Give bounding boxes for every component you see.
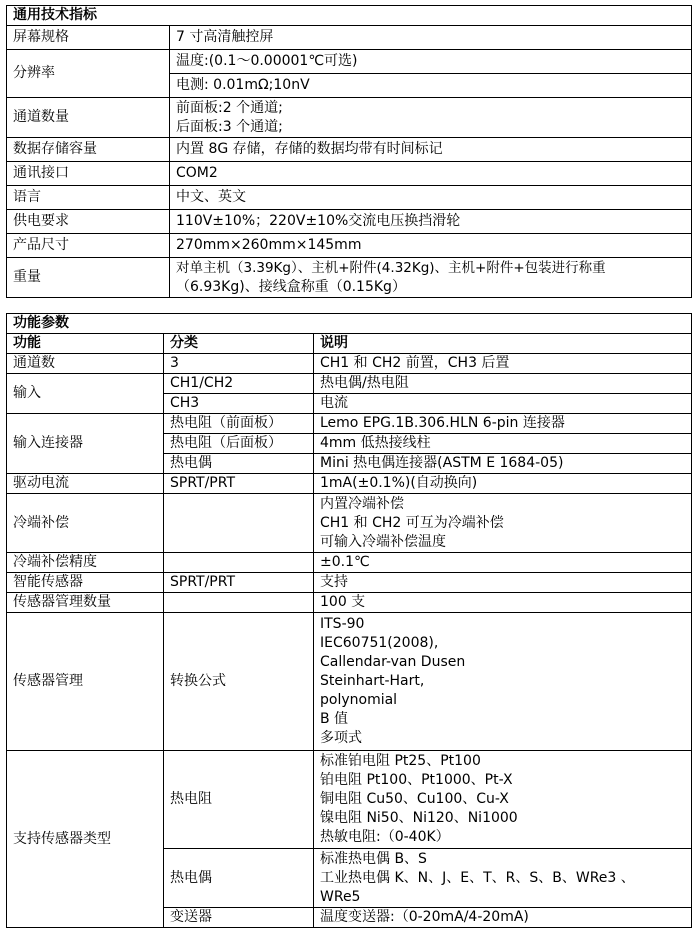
tx-desc: 温度变送器:（0-20mA/4-20mA)	[314, 908, 692, 928]
header-cat: 分类	[164, 334, 314, 354]
cjc-acc-desc: ±0.1℃	[314, 553, 692, 573]
cjc-acc-label: 冷端补偿精度	[7, 553, 164, 573]
sensor-count-desc: 100 支	[314, 593, 692, 613]
connector-r3-desc: Mini 热电偶连接器(ASTM E 1684-05)	[314, 454, 692, 474]
formula-2: IEC60751(2008),	[320, 635, 439, 651]
cjc-cat	[164, 494, 314, 553]
function-params-table	[6, 313, 692, 928]
cjc-acc-cat	[164, 553, 314, 573]
input-r2-desc: 电流	[314, 394, 692, 414]
tc-desc	[314, 849, 692, 908]
connector-r2-desc: 4mm 低热接线柱	[314, 434, 692, 454]
comm-value: COM2	[170, 162, 692, 186]
connector-r1-desc: Lemo EPG.1B.306.HLN 6-pin 连接器	[314, 414, 692, 434]
comm-label: 通讯接口	[7, 162, 170, 186]
sensor-types-label: 支持传感器类型	[7, 751, 164, 928]
rtd-cat: 热电阻	[164, 751, 314, 849]
connector-r2-cat: 热电阻（后面板）	[164, 434, 314, 454]
resolution-temp: 温度:(0.1～0.00001℃可选)	[170, 50, 692, 74]
sensor-mgmt-label: 传感器管理	[7, 613, 164, 751]
general-title: 通用技术指标	[7, 6, 692, 26]
header-func: 功能	[7, 334, 164, 354]
formula-4: Steinhart-Hart,	[320, 673, 425, 689]
general-specs-table	[6, 5, 692, 298]
tc-2: 工业热电偶 K、N、J、E、T、R、S、B、WRe3 、	[320, 869, 635, 886]
smart-desc: 支持	[314, 573, 692, 593]
weight-line2: （6.93Kg)、接线盒称重（0.15Kg）	[176, 278, 406, 295]
power-value: 110V±10%；220V±10%交流电压换挡滑轮	[170, 210, 692, 234]
channels-rear: 后面板:3 个通道;	[176, 118, 283, 135]
power-label: 供电要求	[7, 210, 170, 234]
drive-desc: 1mA(±0.1%)(自动换向)	[314, 474, 692, 494]
language-label: 语言	[7, 186, 170, 210]
formula-1: ITS-90	[320, 616, 365, 632]
rtd-4: 镍电阻 Ni50、Ni120、Ni1000	[320, 810, 518, 826]
sensor-mgmt-cat: 转换公式	[164, 613, 314, 751]
resolution-label: 分辨率	[7, 50, 170, 98]
connector-r1-cat: 热电阻（前面板）	[164, 414, 314, 434]
cjc-desc	[314, 494, 692, 553]
formula-5: polynomial	[320, 692, 398, 708]
size-label: 产品尺寸	[7, 234, 170, 258]
tc-3: WRe5	[320, 888, 361, 905]
ch-count-desc: CH1 和 CH2 前置，CH3 后置	[314, 354, 692, 374]
rtd-5: 热敏电阻:（0-40K）	[320, 829, 450, 845]
cjc-desc-2: CH1 和 CH2 可互为冷端补偿	[320, 514, 504, 531]
formula-7: 多项式	[320, 730, 362, 746]
ch-count-label: 通道数	[7, 354, 164, 374]
drive-cat: SPRT/PRT	[164, 474, 314, 494]
connector-r3-cat: 热电偶	[164, 454, 314, 474]
input-r2-cat: CH3	[164, 394, 314, 414]
functions-title: 功能参数	[7, 314, 692, 334]
smart-cat: SPRT/PRT	[164, 573, 314, 593]
input-r1-desc: 热电偶/热电阻	[314, 374, 692, 394]
cjc-desc-3: 可输入冷端补偿温度	[320, 533, 446, 550]
size-value: 270mm×260mm×145mm	[170, 234, 692, 258]
cjc-label: 冷端补偿	[7, 494, 164, 553]
storage-value: 内置 8G 存储，存储的数据均带有时间标记	[170, 138, 692, 162]
channels-label: 通道数量	[7, 98, 170, 138]
rtd-desc	[314, 751, 692, 849]
header-desc: 说明	[314, 334, 692, 354]
channels-front: 前面板:2 个通道;	[176, 99, 283, 116]
sensor-mgmt-desc	[314, 613, 692, 751]
drive-label: 驱动电流	[7, 474, 164, 494]
weight-line1: 对单主机（3.39Kg）、主机+附件(4.32Kg)、主机+附件+包装进行称重	[176, 259, 606, 276]
rtd-3: 铜电阻 Cu50、Cu100、Cu-X	[320, 791, 509, 807]
channels-value	[170, 98, 692, 138]
weight-label: 重量	[7, 258, 170, 298]
tc-cat: 热电偶	[164, 849, 314, 908]
input-label: 输入	[7, 374, 164, 414]
sensor-count-label: 传感器管理数量	[7, 593, 164, 613]
sensor-count-cat	[164, 593, 314, 613]
ch-count-cat: 3	[164, 354, 314, 374]
tx-cat: 变送器	[164, 908, 314, 928]
screen-value: 7 寸高清触控屏	[170, 26, 692, 50]
smart-label: 智能传感器	[7, 573, 164, 593]
formula-6: B 值	[320, 711, 349, 727]
language-value: 中文、英文	[170, 186, 692, 210]
cjc-desc-1: 内置冷端补偿	[320, 495, 404, 512]
weight-value	[170, 258, 692, 298]
rtd-1: 标准铂电阻 Pt25、Pt100	[320, 753, 481, 769]
formula-3: Callendar-van Dusen	[320, 654, 466, 670]
screen-label: 屏幕规格	[7, 26, 170, 50]
rtd-2: 铂电阻 Pt100、Pt1000、Pt-X	[320, 772, 513, 788]
resolution-elec: 电测: 0.01mΩ;10nV	[170, 74, 692, 98]
input-r1-cat: CH1/CH2	[164, 374, 314, 394]
storage-label: 数据存储容量	[7, 138, 170, 162]
connector-label: 输入连接器	[7, 414, 164, 474]
tc-1: 标准热电偶 B、S	[320, 850, 427, 867]
